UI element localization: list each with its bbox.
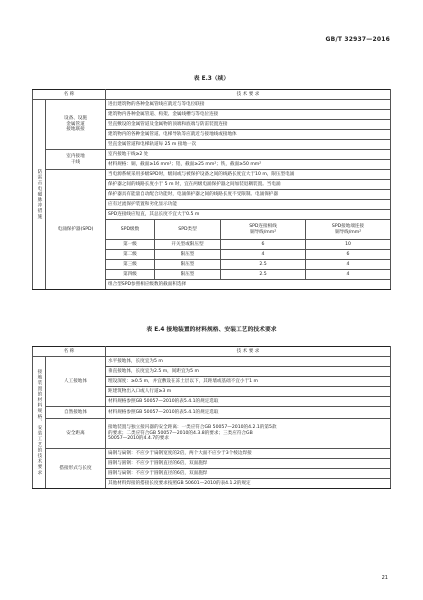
- category-label: 防雷击电磁脉冲措施: [33, 100, 46, 290]
- column-header-name: 名 称: [33, 347, 106, 357]
- requirement-text: 保护器之间的线路长度小于 5 m 时，宜在两级电涌保护器之间加装退耦装置。当电涌: [106, 180, 391, 190]
- requirement-text: 距建筑物出入口或人行道≥3 m: [106, 387, 391, 397]
- spd-level: 第四级: [106, 270, 155, 280]
- requirement-text: 室内接地干线≥2 处: [106, 150, 391, 160]
- requirement-text: 材料规格参照GB 50057—2010的表5.4.1的规定选取: [106, 407, 391, 419]
- table-e4: [32, 346, 391, 489]
- table-e3: [32, 89, 391, 290]
- row-name: 自然接地体: [46, 407, 106, 419]
- spd-ground-value: 6: [306, 250, 391, 260]
- requirement-text: 水平接地体，长度宜为5 m: [106, 357, 391, 367]
- column-header-name: 名 称: [33, 90, 106, 100]
- requirement-text: 圆钢与圆钢：不应少于圆钢直径的6倍，双面施焊: [106, 459, 391, 469]
- requirement-text: 建筑物内各种金属管道、构架、金属线槽与等电位连接: [106, 110, 391, 120]
- spd-phase-value: 2.5: [221, 260, 306, 270]
- spd-col-phase-wire: SPD连接相线 铜导线/mm²: [221, 220, 306, 240]
- spd-type: 限压型: [155, 250, 221, 260]
- requirement-text: 垂直接地体，长度宜为2.5 m，间距宜为5 m: [106, 367, 391, 377]
- spd-type: 限压型: [155, 270, 221, 280]
- requirement-text: 接地装置与独立接闪器的安全距离：一类应符合GB 50057—2010的4.2.1的第5款 的要求；二类应符合GB 50057—2010的4.3.8的要求；三类应符合GB 50057—2010的4.4.7的要求: [106, 419, 391, 449]
- requirement-text: 建筑物内的各种金属管道、电梯导轨等应就近与接地线或接地体: [106, 130, 391, 140]
- table-e4-title: 表 E.4 接地装置的材料规格、安装工艺的技术要求: [146, 327, 277, 333]
- spd-ground-value: 10: [306, 240, 391, 250]
- spd-col-type: SPD类型: [155, 220, 221, 240]
- table-row: [33, 449, 391, 459]
- row-name-ground-trunk: 室内接地 干线: [46, 150, 106, 170]
- row-name-spd: 电涌保护器(SPD): [46, 170, 106, 290]
- column-header-requirements: 技 术 要 求: [106, 90, 391, 100]
- spd-level: 第三级: [106, 260, 155, 270]
- table-e3-title: 表 E.3（续）: [193, 76, 230, 82]
- spd-level: 第一级: [106, 240, 155, 250]
- row-name: 安全距离: [46, 419, 106, 449]
- spd-level: 第二级: [106, 250, 155, 260]
- requirement-text: 扁钢与扁钢：不应少于扁钢宽度的2倍，两个大面不应少于3个棱边焊接: [106, 449, 391, 459]
- spd-phase-value: 4: [221, 250, 306, 260]
- table-header-row: [33, 347, 391, 357]
- spd-ground-value: 4: [306, 270, 391, 280]
- row-name-equipment: 设备、设施 金属管道 接地联接: [46, 100, 106, 150]
- requirement-text: 进出建筑物的各种金属管线应就近与等电位联接: [106, 100, 391, 110]
- spd-type: 开关型或限压型: [155, 240, 221, 250]
- table-row: [33, 357, 391, 367]
- spd-phase-value: 6: [221, 240, 306, 250]
- spd-note: 组合型SPD参照相应级数的截面积选择: [106, 280, 391, 290]
- table-row: [33, 407, 391, 419]
- column-header-requirements: 技 术 要 求: [106, 347, 391, 357]
- spd-col-ground-wire: SPD接地端连接 铜导线/mm²: [306, 220, 391, 240]
- standard-number: GB/T 32937—2016: [325, 36, 390, 43]
- spd-ground-value: 4: [306, 260, 391, 270]
- spd-type: 限压型: [155, 260, 221, 270]
- requirement-text: 圆钢与扁钢：不应少于圆钢直径的6倍，双面施焊: [106, 469, 391, 479]
- requirement-text: 竖直金属管道和电梯轨道每 25 m 接地一次: [106, 140, 391, 150]
- requirement-text: 材料规格：铜，截面≥16 mm²；铝，截面≥25 mm²；铁，截面≥50 mm²: [106, 160, 391, 170]
- requirement-text: 埋设深度：≥0.5 m，并宜敷设在冻土层以下，其距墙或基础不宜小于1 m: [106, 377, 391, 387]
- table-header-row: [33, 90, 391, 100]
- table-row: [33, 150, 391, 160]
- table-row: [33, 419, 391, 449]
- table-row: [33, 100, 391, 110]
- table-row: [33, 170, 391, 180]
- category-label: 接地装置的材料规格、安装工艺的技术要求: [33, 357, 46, 489]
- row-name: 搭接形式与长度: [46, 449, 106, 489]
- page-number: 21: [381, 575, 388, 581]
- requirement-text: 应有过流保护装置和劣化显示功能: [106, 200, 391, 210]
- spd-phase-value: 2.5: [221, 270, 306, 280]
- row-name: 人工接地体: [46, 357, 106, 407]
- requirement-text: 当电源系统采用多级SPD时，级间或与被保护设备之间的线路长度宜大于10 m，限压型电涌: [106, 170, 391, 180]
- requirement-text: 材料规格参照GB 50057—2010的表5.4.1的规定选取: [106, 397, 391, 407]
- requirement-text: 保护器具有能量自动配合功能时，电涌保护器之间的线路长度不受限制。电涌保护器: [106, 190, 391, 200]
- requirement-text: SPD连接线应短直，其总长度不宜大于0.5 m: [106, 210, 391, 220]
- requirement-text: 其他材料焊接的搭接长度要求按照GB 50601—2010的表4.1.2的规定: [106, 479, 391, 489]
- spd-col-level: SPD级数: [106, 220, 155, 240]
- requirement-text: 竖直敷设的金属管道及金属物的顶端和底端与防雷装置连接: [106, 120, 391, 130]
